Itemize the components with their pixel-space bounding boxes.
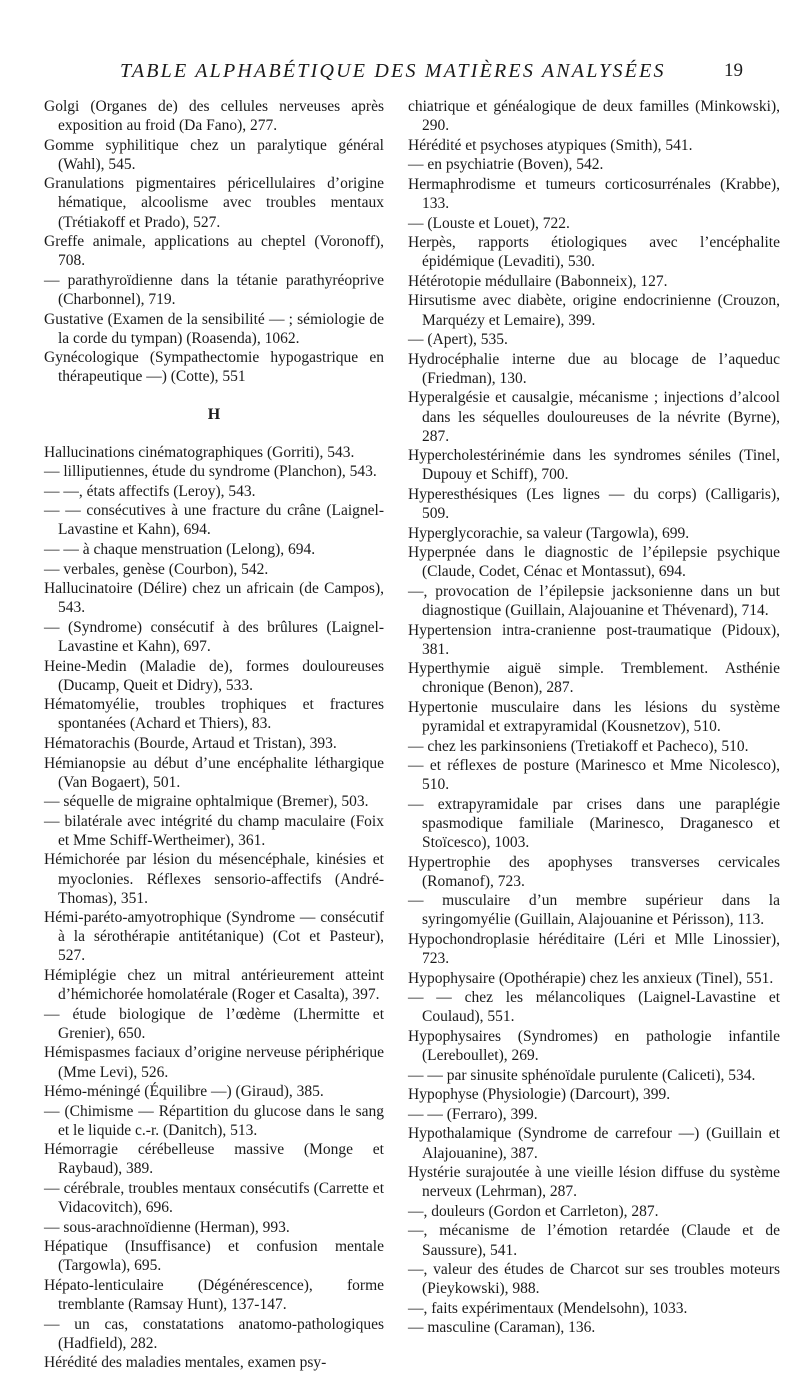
index-entry: — — à chaque menstruation (Lelong), 694. [44,540,316,558]
index-entry: Hypercholestérinémie dans les syndromes séniles (Tinel, Dupouy et Schiff), 700. [408,447,780,484]
index-entry: —, provocation de l’épilepsie jacksonienne dans un but diagnostique (Guillain, Alajouanine et Thévenard), 714. [408,582,780,619]
index-entry: — — chez les mélancoliques (Laignel-Lavastine et Coulaud), 551. [408,989,780,1026]
index-entry: Hépato-lenticulaire (Dégénérescence), forme tremblante (Ramsay Hunt), 137-147. [44,1277,384,1314]
index-entry: — (Apert), 535. [408,331,508,349]
index-entry: Hyperalgésie et causalgie, mécanisme ; injections d’alcool dans les séquelles douloureuses de la névrite (Byrne), 287. [408,389,780,445]
index-entry: — sous-arachnoïdienne (Herman), 993. [44,1218,290,1236]
index-entry: Hallucinatoire (Délire) chez un africain (de Campos), 543. [44,580,384,617]
index-entry: — lilliputiennes, étude du syndrome (Planchon), 543. [44,463,377,481]
index-entry: Hémianopsie au début d’une encéphalite léthargique (Van Bogaert), 501. [44,754,384,791]
index-entry: — musculaire d’un membre supérieur dans la syringomyélie (Guillain, Alajouanine et Périsson), 113. [408,892,780,929]
index-entry: Hémorragie cérébelleuse massive (Monge et Raybaud), 389. [44,1141,384,1178]
index-entry: chiatrique et généalogique de deux familles (Minkowski), 290. [408,98,780,135]
index-entry: — — consécutives à une fracture du crâne (Laignel-Lavastine et Kahn), 694. [44,502,384,539]
index-entry: — étude biologique de l’œdème (Lhermitte et Grenier), 650. [44,1005,384,1042]
index-entry: — verbales, genèse (Courbon), 542. [44,560,269,578]
index-entry: — —, états affectifs (Leroy), 543. [44,482,256,500]
left-entries-after [44,443,384,1373]
index-entry: Golgi (Organes de) des cellules nerveuses après exposition au froid (Da Fano), 277. [44,98,384,135]
index-entry: Gynécologique (Sympathectomie hypogastrique en thérapeutique —) (Cotte), 551 [44,349,384,386]
index-entry: Hystérie surajoutée à une vieille lésion diffuse du système nerveux (Lehrman), 287. [408,1164,780,1201]
index-entry: — extrapyramidale par crises dans une paraplégie spasmodique familiale (Marinesco, Draganesco et Stoïcesco), 1003. [408,795,780,852]
index-entry: Greffe animale, applications au cheptel (Voronoff), 708. [44,233,384,270]
index-entry: — masculine (Caraman), 136. [408,1319,596,1337]
index-entry: Heine-Medin (Maladie de), formes douloureuses (Ducamp, Queit et Didry), 533. [44,657,384,694]
index-entry: Hémispasmes faciaux d’origine nerveuse périphérique (Mme Levi), 526. [44,1044,384,1081]
index-entry: Hémi-paréto-amyotrophique (Syndrome — consécutif à la sérothérapie antitétanique) (Cot et Pasteur), 527. [44,909,384,965]
index-entry: — séquelle de migraine ophtalmique (Bremer), 503. [44,793,369,811]
index-entry: Hermaphrodisme et tumeurs corticosurrénales (Krabbe), 133. [408,175,780,212]
index-entry: Hypophysaires (Syndromes) en pathologie infantile (Lereboullet), 269. [408,1028,780,1065]
left-entries-before [44,97,384,386]
index-entry: — (Louste et Louet), 722. [408,214,570,232]
index-entry: Gustative (Examen de la sensibilité — ; sémiologie de la corde du tympan) (Roasenda), 1062. [44,310,384,347]
page-number: 19 [724,60,743,81]
index-entry: Hirsutisme avec diabète, origine endocrinienne (Crouzon, Marquézy et Lemaire), 399. [408,292,780,329]
index-entry: —, valeur des études de Charcot sur ses troubles moteurs (Pieykowski), 988. [408,1261,780,1298]
left-column [44,97,384,1373]
index-entry: Hydrocéphalie interne due au blocage de l’aqueduc (Friedman), 130. [408,350,780,387]
index-entry: Hypophyse (Physiologie) (Darcourt), 399. [408,1086,671,1104]
index-entry: Granulations pigmentaires péricellulaires d’origine hématique, alcoolisme avec troubles mentaux (Trétiakoff et Prado), 527. [44,175,384,231]
index-entry: Hétérotopie médullaire (Babonneix), 127. [408,272,668,290]
index-entry: Hallucinations cinématographiques (Gorriti), 543. [44,443,355,461]
index-entry: Herpès, rapports étiologiques avec l’encéphalite épidémique (Levaditi), 530. [408,234,780,271]
index-entry: Hypertonie musculaire dans les lésions du système pyramidal et extrapyramidal (Kousnetzov), 510. [408,698,780,735]
index-entry: — (Chimisme — Répartition du glucose dans le sang et le liquide c.-r. (Danitch), 513. [44,1102,384,1139]
section-letter-h: H [207,406,221,424]
index-entry: — (Syndrome) consécutif à des brûlures (Laignel-Lavastine et Kahn), 697. [44,618,384,655]
index-entry: Hémichorée par lésion du mésencéphale, kinésies et myoclonies. Réflexes sensorio-affectifs (André-Thomas), 351. [44,851,384,907]
right-column [408,97,780,1338]
index-entry: — bilatérale avec intégrité du champ maculaire (Foix et Mme Schiff-Wertheimer), 361. [44,812,384,849]
index-entry: — en psychiatrie (Boven), 542. [408,156,604,174]
index-entry: Gomme syphilitique chez un paralytique général (Wahl), 545. [44,136,384,173]
index-entry: — et réflexes de posture (Marinesco et Mme Nicolesco), 510. [408,757,780,794]
index-entry: Hémiplégie chez un mitral antérieurement atteint d’hémichorée homolatérale (Roger et Casalta), 397. [44,967,384,1004]
index-entry: Hyperesthésiques (Les lignes — du corps) (Calligaris), 509. [408,485,780,522]
index-entry: Hypertrophie des apophyses transverses cervicales (Romanof), 723. [408,853,780,890]
index-entry: —, faits expérimentaux (Mendelsohn), 1033. [408,1299,688,1317]
index-entry: Hypochondroplasie héréditaire (Léri et Mlle Linossier), 723. [408,931,780,968]
index-entry: Hyperglycorachie, sa valeur (Targowla), 699. [408,524,690,542]
index-entry: Hémo-méningé (Équilibre —) (Giraud), 385. [44,1083,324,1101]
index-entry: Hyperthymie aiguë simple. Tremblement. Asthénie chronique (Benon), 287. [408,660,780,697]
index-entry: — — (Ferraro), 399. [408,1105,538,1123]
index-entry: — — par sinusite sphénoïdale purulente (Caliceti), 534. [408,1066,756,1084]
index-entry: Hématorachis (Bourde, Artaud et Tristan), 393. [44,734,337,752]
index-entry: —, douleurs (Gordon et Carrleton), 287. [408,1202,659,1220]
running-title: TABLE ALPHABÉTIQUE DES MATIÈRES ANALYSÉES [120,60,666,82]
index-entry: Hérédité des maladies mentales, examen psy- [44,1354,327,1372]
index-entry: Hérédité et psychoses atypiques (Smith), 541. [408,136,693,154]
index-entry: — cérébrale, troubles mentaux consécutifs (Carrette et Vidacovitch), 696. [44,1180,384,1217]
index-entry: Hépatique (Insuffisance) et confusion mentale (Targowla), 695. [44,1238,384,1275]
index-entry: Hypothalamique (Syndrome de carrefour —) (Guillain et Alajouanine), 387. [408,1125,780,1162]
index-entry: Hypertension intra-cranienne post-traumatique (Pidoux), 381. [408,621,780,658]
index-entry: — chez les parkinsoniens (Tretiakoff et Pacheco), 510. [408,737,749,755]
index-entry: Hématomyélie, troubles trophiques et fractures spontanées (Achard et Thiers), 83. [44,696,384,733]
index-entry: — un cas, constatations anatomo-pathologiques (Hadfield), 282. [44,1315,384,1352]
index-entry: — parathyroïdienne dans la tétanie parathyréoprive (Charbonnel), 719. [44,271,384,308]
page-header [0,60,800,90]
index-entry: —, mécanisme de l’émotion retardée (Claude et de Saussure), 541. [408,1222,780,1259]
right-entries [408,97,780,1338]
index-entry: Hyperpnée dans le diagnostic de l’épilepsie psychique (Claude, Codet, Cénac et Montassut), 694. [408,544,780,581]
index-entry: Hypophysaire (Opothérapie) chez les anxieux (Tinel), 551. [408,969,774,987]
